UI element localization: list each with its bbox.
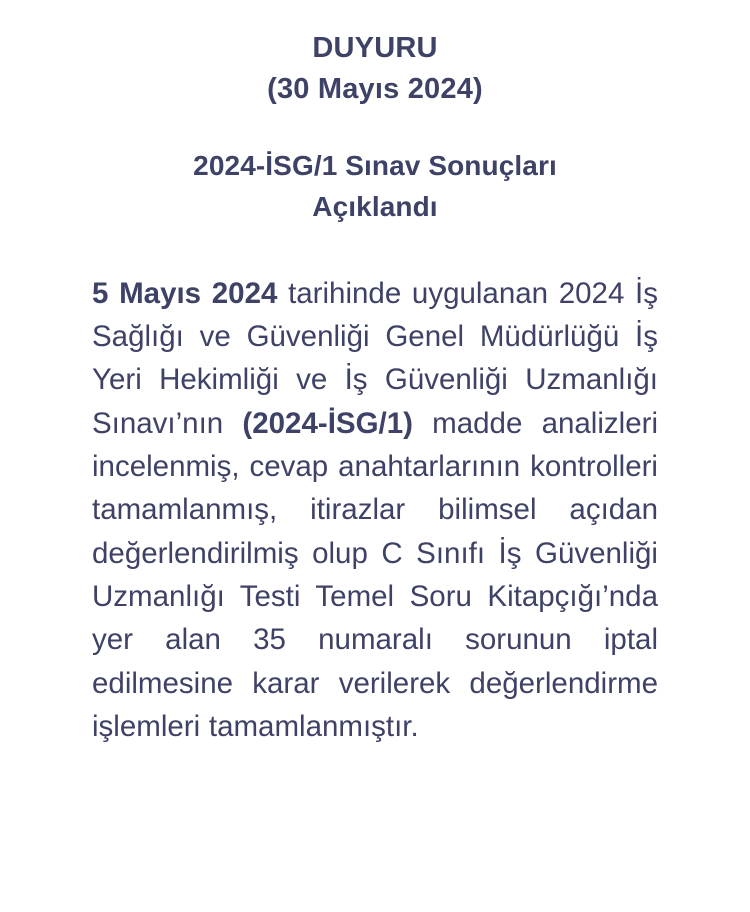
announcement-subtitle-line1: 2024-İSG/1 Sınav Sonuçları [193, 150, 557, 182]
announcement-body-segment: tarihinde uygulanan 2024 İş Sağlığı ve Güvenliği Genel Müdürlüğü İş Yeri Hekimliği ve İş Güvenliği Uzmanlığı Sınavı’nın [92, 276, 658, 440]
announcement-date: (30 Mayıs 2024) [267, 73, 483, 106]
announcement-body [92, 272, 658, 749]
announcement-body-segment: (2024-İSG/1) [242, 406, 413, 440]
announcement-body-segment: madde analizleri incelenmiş, cevap anahtarlarının kontrolleri tamamlanmış, itirazlar bilimsel açıdan değerlendirilmiş olup C Sınıfı İş Güvenliği Uzmanlığı Testi Temel Soru Kitapçığı’nda yer alan 35 numaralı sorunun iptal edilmesine karar verilerek değerlendirme işlemleri tamamlanmıştır. [92, 406, 659, 744]
announcement-subtitle [92, 146, 658, 227]
announcement-body-segment: 5 Mayıs 2024 [92, 276, 278, 310]
announcement-header [92, 28, 658, 110]
announcement-title: DUYURU [312, 32, 438, 64]
announcement-subtitle-line2: Açıklandı [312, 190, 438, 222]
